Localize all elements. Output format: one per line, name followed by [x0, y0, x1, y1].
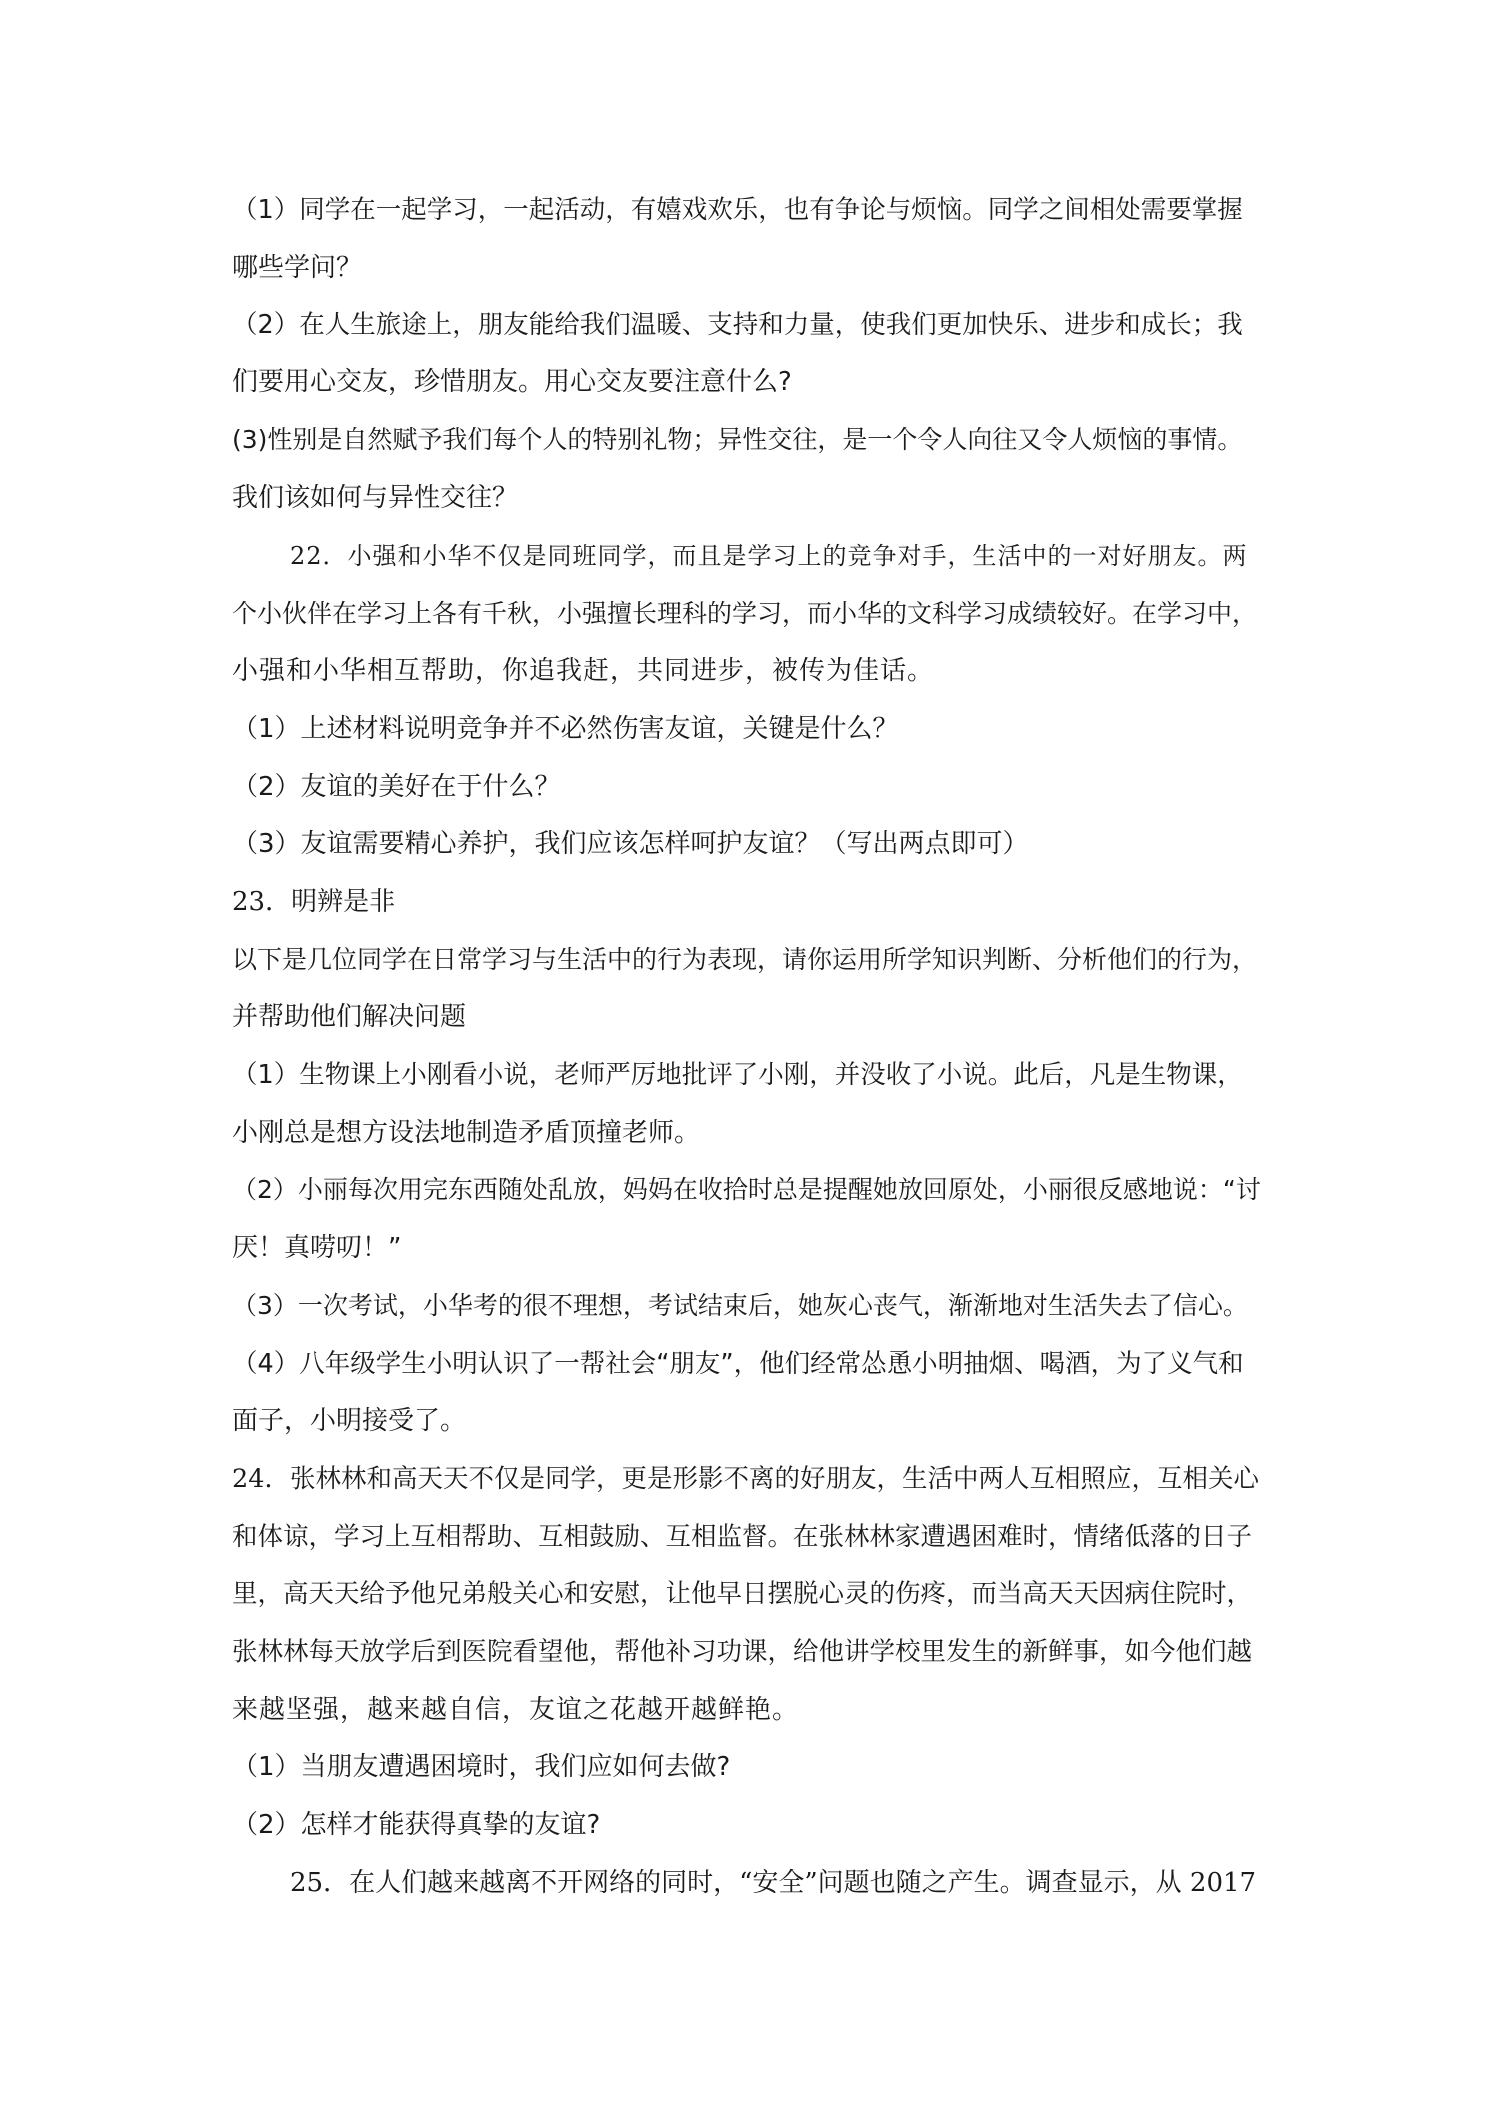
q22-sub3: （3）友谊需要精心养护，我们应该怎样呵护友谊？（写出两点即可） — [232, 829, 1029, 859]
q21-sub2-line2: 们要用心交友，珍惜朋友。用心交友要注意什么? — [232, 367, 792, 397]
q23-sub2-line2: 厌！真唠叨！” — [232, 1233, 402, 1263]
q22-stem-line3: 小强和小华相互帮助，你追我赶，共同进步，被传为佳话。 — [232, 656, 935, 686]
q23-sub2-line1: （2）小丽每次用完东西随处乱放，妈妈在收拾时总是提醒她放回原处，小丽很反感地说：“讨 — [232, 1175, 1261, 1204]
q24-sub1: （1）当朋友遭遇困境时，我们应如何去做? — [232, 1752, 731, 1782]
q23-sub3: （3）一次考试，小华考的很不理想，考试结束后，她灰心丧气，渐渐地对生活失去了信心。 — [232, 1291, 1248, 1320]
q22-stem-line2: 个小伙伴在学习上各有千秋，小强擅长理科的学习，而小华的文科学习成绩较好。在学习中， — [232, 599, 1258, 628]
q22-sub1: （1）上述材料说明竞争并不必然伤害友谊，关键是什么？ — [232, 714, 899, 744]
q21-sub1-line1: （1）同学在一起学习，一起活动，有嬉戏欢乐，也有争论与烦恼。同学之间相处需要掌握 — [232, 195, 1243, 225]
q23-intro-line2: 并帮助他们解决问题 — [232, 1002, 467, 1032]
q25-stem-line1: 25．在人们越来越离不开网络的同时，“安全”问题也随之产生。调查显示，从 2017 — [290, 1868, 1257, 1898]
q24-stem-line2: 和体谅，学习上互相帮助、互相鼓励、互相监督。在张林林家遭遇困难时，情绪低落的日子 — [232, 1522, 1253, 1552]
q23-sub4-line2: 面子，小明接受了。 — [232, 1406, 467, 1436]
q21-sub1-line2: 哪些学问？ — [232, 253, 363, 283]
q23-title: 23．明辨是非 — [232, 887, 396, 917]
q21-sub2-line1: （2）在人生旅途上，朋友能给我们温暖、支持和力量，使我们更加快乐、进步和成长；我 — [232, 310, 1243, 340]
q23-intro-line1: 以下是几位同学在日常学习与生活中的行为表现，请你运用所学知识判断、分析他们的行为， — [232, 945, 1258, 974]
q24-stem-line1: 24．张林林和高天天不仅是同学，更是形影不离的好朋友，生活中两人互相照应，互相关心 — [232, 1464, 1259, 1494]
q24-stem-line5: 来越坚强，越来越自信，友谊之花越开越鲜艳。 — [232, 1695, 800, 1725]
q24-stem-line4: 张林林每天放学后到医院看望他，帮他补习功课，给他讲学校里发生的新鲜事，如今他们越 — [232, 1637, 1253, 1667]
q23-sub4-line1: （4）八年级学生小明认识了一帮社会“朋友”，他们经常怂恿小明抽烟、喝酒，为了义气和 — [232, 1349, 1244, 1379]
q22-sub2: （2）友谊的美好在于什么？ — [232, 772, 561, 802]
q23-sub1-line1: （1）生物课上小刚看小说，老师严厉地批评了小刚，并没收了小说。此后，凡是生物课， — [232, 1060, 1243, 1090]
q24-sub2: （2）怎样才能获得真挚的友谊? — [232, 1810, 601, 1840]
q22-stem-line1: 22．小强和小华不仅是同班同学，而且是学习上的竞争对手，生活中的一对好朋友。两 — [290, 542, 1248, 570]
q24-stem-line3: 里，高天天给予他兄弟般关心和安慰，让他早日摆脱心灵的伤疼，而当高天天因病住院时， — [232, 1579, 1253, 1609]
q21-sub3-line1: (3)性别是自然赋予我们每个人的特别礼物；异性交往，是一个令人向往又令人烦恼的事情。 — [232, 425, 1243, 454]
q23-sub1-line2: 小刚总是想方设法地制造矛盾顶撞老师。 — [232, 1118, 701, 1148]
q21-sub3-line2: 我们该如何与异性交往？ — [232, 483, 519, 513]
